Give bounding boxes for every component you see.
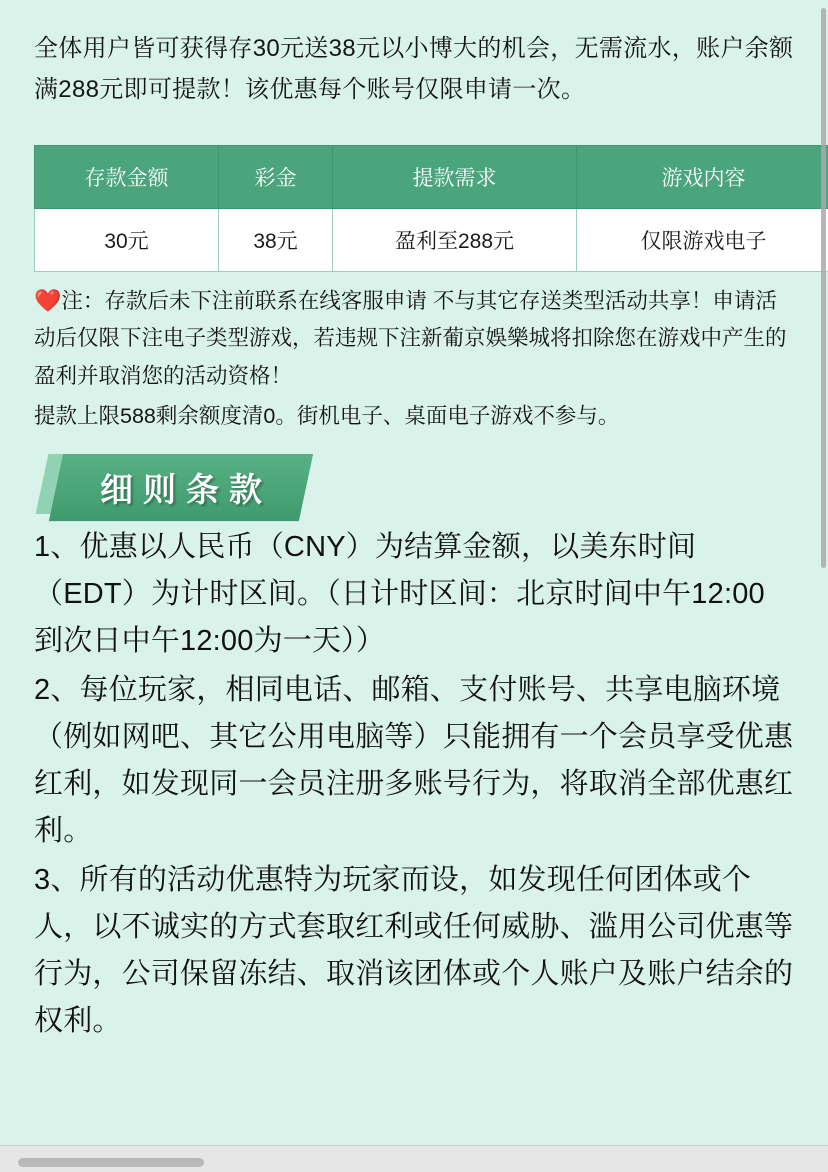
terms-banner	[34, 454, 794, 514]
table-header-deposit-amount: 存款金额	[35, 145, 219, 208]
cell-bonus: 38元	[219, 208, 333, 271]
cell-withdraw-requirement: 盈利至288元	[333, 208, 577, 271]
term-item-2: 2、每位玩家，相同电话、邮箱、支付账号、共享电脑环境（例如网吧、其它公用电脑等）只能拥有一个会员享受优惠红利，如发现同一会员注册多账号行为，将取消全部优惠红利。	[34, 673, 794, 847]
table-header-withdraw-requirement: 提款需求	[333, 145, 577, 208]
home-indicator[interactable]	[18, 1158, 204, 1167]
note-secondary-line: 提款上限588剩余额度清0。街机电子、桌面电子游戏不参与。	[34, 404, 620, 429]
cell-game-content: 仅限游戏电子	[577, 208, 828, 271]
intro-paragraph: 全体用户皆可获得存30元送38元以小博大的机会，无需流水，账户余额满288元即可提款！该优惠每个账号仅限申请一次。	[34, 35, 794, 104]
red-heart-icon: ❤️	[34, 287, 62, 313]
table-header-bonus: 彩金	[219, 145, 333, 208]
vertical-scrollbar[interactable]	[821, 8, 826, 568]
term-item-1: 1、优惠以人民币（CNY）为结算金额，以美东时间（EDT）为计时区间。（日计时区间：北京时间中午12:00到次日中午12:00为一天））	[34, 530, 765, 657]
table-header-game-content: 游戏内容	[577, 145, 828, 208]
note-paragraph	[34, 282, 794, 396]
bottom-navigation-bar	[0, 1145, 828, 1172]
table-row	[35, 208, 828, 271]
terms-list	[34, 524, 794, 1045]
cell-deposit-amount: 30元	[35, 208, 219, 271]
term-item-3: 3、所有的活动优惠特为玩家而设，如发现任何团体或个人，以不诚实的方式套取红利或任何威胁、滥用公司优惠等行为，公司保留冻结、取消该团体或个人账户及账户结余的权利。	[34, 863, 794, 1037]
banner-label: 细则条款	[100, 470, 272, 508]
bonus-table	[34, 145, 828, 272]
banner-plate	[49, 454, 313, 521]
note-text: 注：存款后未下注前联系在线客服申请 不与其它存送类型活动共享！申请活动后仅限下注电子类型游戏，若违规下注新葡京娛樂城将扣除您在游戏中产生的盈利并取消您的活动资格！	[34, 288, 787, 389]
table-header-row	[35, 145, 828, 208]
